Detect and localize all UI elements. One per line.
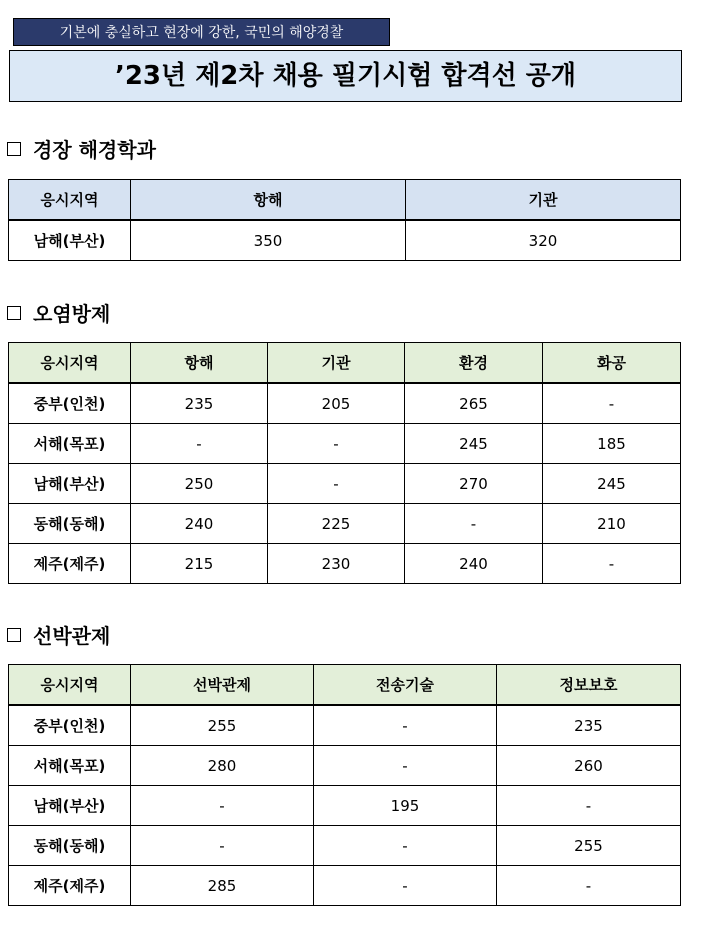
score-cell: -: [543, 383, 681, 424]
score-cell: -: [131, 424, 268, 464]
column-header: 전송기술: [314, 665, 497, 706]
table-police-maritime: [8, 179, 681, 261]
table-header-row: [9, 180, 681, 221]
region-cell: 서해(목포): [9, 424, 131, 464]
column-header: 화공: [543, 343, 681, 384]
score-cell: -: [131, 786, 314, 826]
table-row: [9, 220, 681, 261]
score-cell: -: [497, 866, 681, 906]
slogan-banner: 기본에 충실하고 현장에 강한, 국민의 해양경찰: [13, 18, 390, 46]
column-header: 선박관제: [131, 665, 314, 706]
page-title: ’23년 제2차 채용 필기시험 합격선 공개: [9, 50, 682, 102]
score-cell: 210: [543, 504, 681, 544]
table-vessel-traffic: [8, 664, 681, 906]
region-cell: 남해(부산): [9, 220, 131, 261]
table-header-row: [9, 343, 681, 384]
column-header: 항해: [131, 343, 268, 384]
score-cell: 240: [131, 504, 268, 544]
score-cell: 285: [131, 866, 314, 906]
score-cell: 320: [406, 220, 681, 261]
table-row: [9, 705, 681, 746]
score-cell: 255: [497, 826, 681, 866]
score-cell: 250: [131, 464, 268, 504]
score-cell: 255: [131, 705, 314, 746]
region-cell: 동해(동해): [9, 504, 131, 544]
column-header: 응시지역: [9, 343, 131, 384]
table-row: [9, 826, 681, 866]
section-heading-1: [7, 134, 156, 163]
score-cell: 185: [543, 424, 681, 464]
region-cell: 동해(동해): [9, 826, 131, 866]
score-cell: -: [405, 504, 543, 544]
score-cell: -: [314, 826, 497, 866]
column-header: 정보보호: [497, 665, 681, 706]
score-cell: 245: [543, 464, 681, 504]
score-cell: -: [314, 746, 497, 786]
checkbox-square-icon: [7, 628, 21, 642]
score-cell: -: [543, 544, 681, 584]
table-row: [9, 424, 681, 464]
score-cell: -: [268, 424, 405, 464]
table-pollution-control: [8, 342, 681, 584]
table-row: [9, 464, 681, 504]
table-row: [9, 383, 681, 424]
table-header-row: [9, 665, 681, 706]
checkbox-square-icon: [7, 142, 21, 156]
column-header: 응시지역: [9, 665, 131, 706]
score-cell: -: [497, 786, 681, 826]
score-cell: 215: [131, 544, 268, 584]
region-cell: 중부(인천): [9, 705, 131, 746]
score-cell: 225: [268, 504, 405, 544]
score-cell: 280: [131, 746, 314, 786]
column-header: 응시지역: [9, 180, 131, 221]
column-header: 환경: [405, 343, 543, 384]
region-cell: 제주(제주): [9, 866, 131, 906]
score-cell: 230: [268, 544, 405, 584]
table-row: [9, 746, 681, 786]
column-header: 항해: [131, 180, 406, 221]
score-cell: -: [314, 866, 497, 906]
region-cell: 서해(목포): [9, 746, 131, 786]
section-heading-2: [7, 298, 110, 327]
score-cell: 240: [405, 544, 543, 584]
section-title: 경장 해경학과: [33, 138, 156, 162]
score-cell: 245: [405, 424, 543, 464]
score-cell: -: [314, 705, 497, 746]
score-cell: -: [131, 826, 314, 866]
region-cell: 제주(제주): [9, 544, 131, 584]
section-title: 오염방제: [33, 302, 111, 326]
score-cell: 260: [497, 746, 681, 786]
table-row: [9, 544, 681, 584]
region-cell: 남해(부산): [9, 786, 131, 826]
region-cell: 남해(부산): [9, 464, 131, 504]
score-cell: 235: [131, 383, 268, 424]
region-cell: 중부(인천): [9, 383, 131, 424]
table-row: [9, 504, 681, 544]
section-title: 선박관제: [33, 624, 111, 648]
score-cell: 270: [405, 464, 543, 504]
checkbox-square-icon: [7, 306, 21, 320]
column-header: 기관: [268, 343, 405, 384]
score-cell: 205: [268, 383, 405, 424]
column-header: 기관: [406, 180, 681, 221]
score-cell: 350: [131, 220, 406, 261]
score-cell: 195: [314, 786, 497, 826]
section-heading-3: [7, 620, 110, 649]
score-cell: 235: [497, 705, 681, 746]
table-row: [9, 866, 681, 906]
table-row: [9, 786, 681, 826]
score-cell: -: [268, 464, 405, 504]
score-cell: 265: [405, 383, 543, 424]
